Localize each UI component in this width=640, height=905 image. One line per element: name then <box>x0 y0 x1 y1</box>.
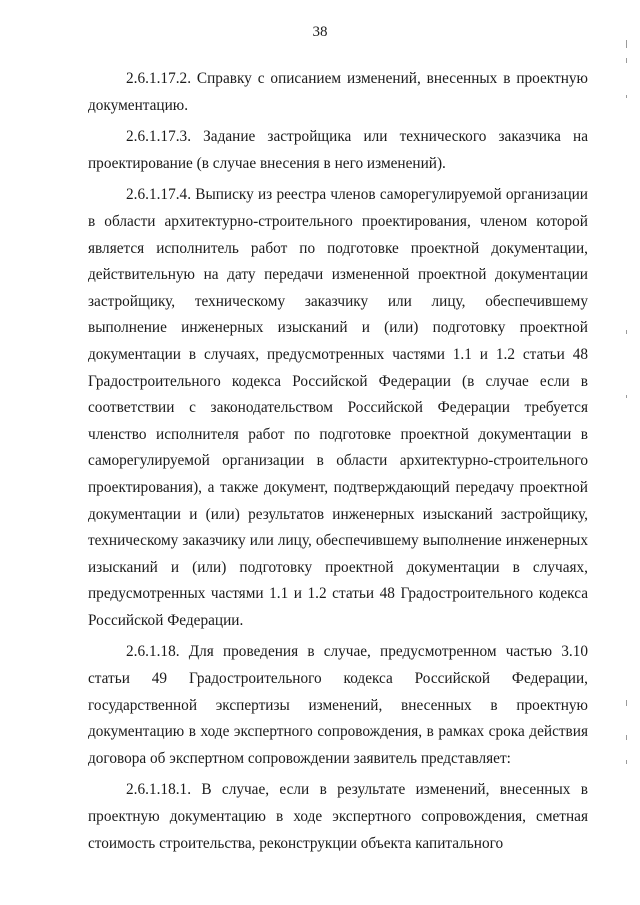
page-number: 38 <box>312 24 328 40</box>
scan-edge-marks <box>622 0 632 905</box>
paragraph-2-6-1-17-4: 2.6.1.17.4. Выписку из реестра членов саморегулируемой организации в области архитектурно-строительного проектирования, членом которой является исполнитель работ по подготовке проектной документации, действительную на дату передачи измененной проектной документации застройщику, техническому заказчику или лицу, обеспечившему выполнение инженерных изысканий и (или) подготовку проектной документации в случаях, предусмотренных частями 1.1 и 1.2 статьи 48 Градостроительного кодекса Российской Федерации (в случае если в соответствии с законодательством Российской Федерации требуется членство исполнителя работ по подготовке проектной документации в саморегулируемой организации в области архитектурно-строительного проектирования), а также документ, подтверждающий передачу проектной документации и (или) результатов инженерных изысканий застройщику, техническому заказчику или лицу, обеспечившему выполнение инженерных изысканий и (или) подготовку проектной документации в случаях, предусмотренных частями 1.1 и 1.2 статьи 48 Градостроительного кодекса Российской Федерации. <box>88 186 588 629</box>
paragraph-2-6-1-18-1: 2.6.1.18.1. В случае, если в результате изменений, внесенных в проектную документацию в ходе экспертного сопровождения, сметная стоимость строительства, реконструкции объекта капитального <box>88 781 588 852</box>
paragraph-2-6-1-17-2: 2.6.1.17.2. Справку с описанием изменений, внесенных в проектную документацию. <box>88 70 588 114</box>
paragraph-2-6-1-17-3: 2.6.1.17.3. Задание застройщика или технического заказчика на проектирование (в случае внесения в него изменений). <box>88 128 588 172</box>
paragraph-2-6-1-18: 2.6.1.18. Для проведения в случае, предусмотренном частью 3.10 статьи 49 Градостроительного кодекса Российской Федерации, государственной экспертизы изменений, внесенных в проектную документацию в ходе экспертного сопровождения, в рамках срока действия договора об экспертном сопровождении заявитель представляет: <box>88 643 588 767</box>
document-body <box>88 66 588 862</box>
